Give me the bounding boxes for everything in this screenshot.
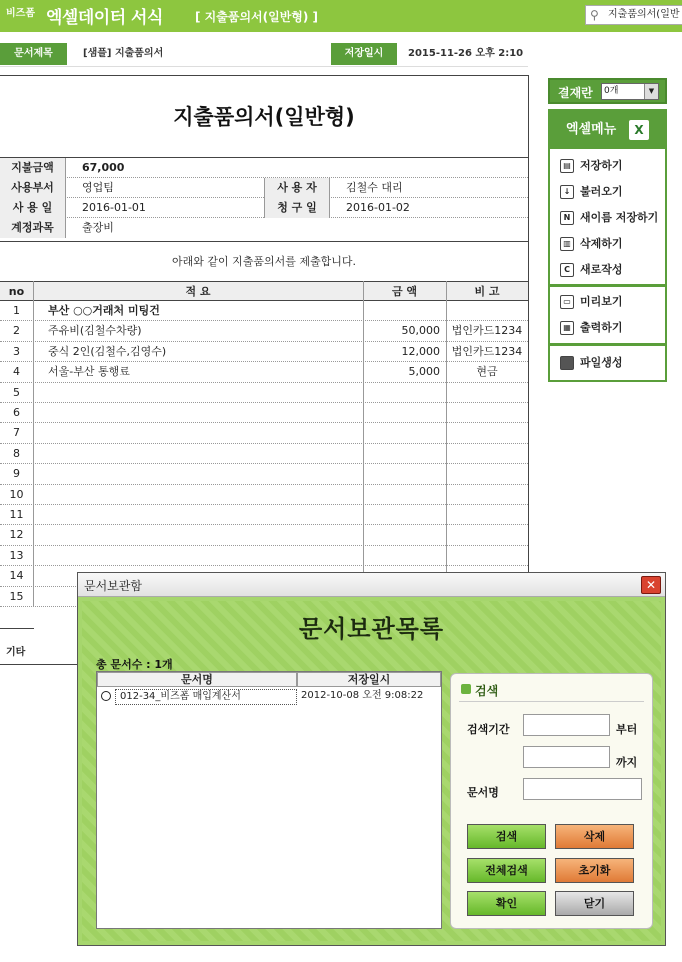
cell-no: 12 bbox=[9, 528, 24, 542]
cell-no: 11 bbox=[9, 508, 24, 521]
approval-label: 결재란 bbox=[558, 86, 593, 100]
divider bbox=[446, 281, 447, 606]
col-desc: 적 요 bbox=[185, 285, 211, 298]
amount-label: 지불금액 bbox=[0, 158, 66, 178]
table-row[interactable] bbox=[0, 525, 528, 545]
cell-desc bbox=[48, 423, 360, 443]
search-panel-title-text: 검색 bbox=[475, 684, 499, 698]
from-label: 부터 bbox=[616, 723, 638, 736]
saved-label: 저장일시 bbox=[331, 43, 397, 65]
doc-title-label: 문서제목 bbox=[0, 43, 67, 65]
cell-no: 7 bbox=[13, 426, 20, 440]
menu-open[interactable] bbox=[554, 179, 661, 205]
menu-preview[interactable] bbox=[554, 289, 661, 315]
table-row[interactable] bbox=[0, 403, 528, 423]
cell-desc bbox=[48, 505, 360, 525]
dialog-body bbox=[82, 601, 661, 941]
cell-amount bbox=[363, 444, 440, 464]
table-row[interactable] bbox=[0, 383, 528, 403]
amount-row bbox=[0, 158, 528, 178]
search-panel bbox=[450, 673, 653, 929]
dialog-title: 문서보관함 bbox=[84, 579, 142, 593]
menu-save-label: 저장하기 bbox=[580, 159, 623, 172]
cell-no: 14 bbox=[9, 569, 24, 583]
excel-menu-panel bbox=[548, 109, 667, 382]
date-row bbox=[0, 198, 528, 218]
brand-logo: 비즈폼 bbox=[6, 8, 35, 19]
list-header-name: 문서명 bbox=[97, 672, 297, 687]
account-row bbox=[0, 218, 528, 238]
table-row[interactable] bbox=[0, 362, 528, 382]
ok-button[interactable]: 확인 bbox=[467, 891, 546, 916]
page-title: 지출품의서(일반형) bbox=[0, 76, 528, 158]
col-no: no bbox=[8, 285, 25, 298]
period-label: 검색기간 bbox=[467, 723, 510, 736]
list-item-date: 2012-10-08 오전 9:08:22 bbox=[301, 690, 424, 701]
radio-button[interactable] bbox=[101, 691, 111, 701]
cell-remark bbox=[446, 525, 528, 545]
doc-name-input[interactable] bbox=[523, 778, 642, 800]
monitor-icon: ▭ bbox=[560, 295, 574, 309]
total-count: 총 문서수 : 1개 bbox=[96, 658, 173, 671]
search-all-button[interactable]: 전체검색 bbox=[467, 858, 546, 883]
submit-note: 아래와 같이 지출품의서를 제출합니다. bbox=[0, 241, 528, 281]
save-icon: ▤ bbox=[560, 159, 574, 173]
list-item-name: 012-34_비즈폼 매입계산서 bbox=[115, 689, 297, 705]
menu-new-label: 새로작성 bbox=[580, 263, 623, 276]
cell-amount: 50,000 bbox=[401, 324, 440, 338]
claim-date-label: 청 구 일 bbox=[264, 198, 330, 218]
cell-desc bbox=[48, 546, 360, 566]
items-table-header bbox=[0, 281, 528, 301]
account-label: 계정과목 bbox=[0, 218, 66, 238]
table-row[interactable] bbox=[0, 464, 528, 484]
cell-no: 4 bbox=[13, 365, 20, 379]
cell-remark bbox=[446, 485, 528, 505]
cell-remark bbox=[446, 546, 528, 566]
menu-divider bbox=[550, 284, 665, 287]
cell-desc: 중식 2인(김철수,김영수) bbox=[48, 344, 167, 358]
col-remark: 비 고 bbox=[474, 285, 500, 298]
bullet-icon bbox=[461, 684, 471, 694]
cell-remark bbox=[446, 505, 528, 525]
use-date-label: 사 용 일 bbox=[0, 198, 66, 218]
dialog-heading: 문서보관목록 bbox=[298, 615, 445, 643]
search-panel-title bbox=[461, 682, 498, 699]
search-input[interactable] bbox=[585, 5, 682, 25]
top-bar bbox=[0, 0, 682, 32]
cell-no: 2 bbox=[13, 324, 20, 338]
cell-desc bbox=[48, 464, 360, 484]
date-to-input[interactable] bbox=[523, 746, 610, 768]
menu-save-as[interactable] bbox=[554, 205, 661, 231]
cell-no: 9 bbox=[13, 467, 20, 481]
dialog-titlebar[interactable] bbox=[78, 573, 665, 597]
dept-label: 사용부서 bbox=[0, 178, 66, 198]
cell-remark bbox=[446, 383, 528, 403]
table-row[interactable] bbox=[0, 505, 528, 525]
approval-value: 0개 bbox=[604, 86, 619, 96]
cell-amount: 12,000 bbox=[401, 344, 440, 358]
cell-remark bbox=[446, 464, 528, 484]
table-row[interactable] bbox=[0, 342, 528, 362]
cell-amount bbox=[363, 423, 440, 443]
search-icon: ⚲ bbox=[590, 8, 599, 22]
user-value[interactable]: 김철수 대리 bbox=[346, 181, 403, 194]
cell-desc bbox=[48, 383, 360, 403]
document-list[interactable] bbox=[96, 671, 442, 929]
menu-delete-label: 삭제하기 bbox=[580, 237, 623, 250]
approval-select[interactable] bbox=[601, 83, 659, 100]
col-amount: 금 액 bbox=[391, 285, 418, 298]
menu-new[interactable] bbox=[554, 257, 661, 283]
cell-amount bbox=[363, 301, 440, 321]
cell-remark bbox=[446, 403, 528, 423]
menu-preview-label: 미리보기 bbox=[580, 295, 623, 308]
date-from-input[interactable] bbox=[523, 714, 610, 736]
saved-value: 2015-11-26 오후 2:10 bbox=[408, 48, 524, 59]
menu-print-label: 출력하기 bbox=[580, 321, 623, 334]
menu-header bbox=[550, 111, 665, 149]
download-icon: ↓ bbox=[560, 185, 574, 199]
excel-icon: X bbox=[629, 120, 649, 140]
document-info-row bbox=[0, 43, 528, 67]
claim-date-value[interactable]: 2016-01-02 bbox=[346, 201, 410, 214]
cell-amount bbox=[363, 464, 440, 484]
table-row[interactable] bbox=[0, 485, 528, 505]
search-button[interactable]: 검색 bbox=[467, 824, 546, 849]
reset-button[interactable]: 초기화 bbox=[555, 858, 634, 883]
cell-amount bbox=[363, 383, 440, 403]
cell-amount bbox=[363, 546, 440, 566]
list-header-date: 저장일시 bbox=[297, 672, 441, 687]
cell-desc bbox=[48, 403, 360, 423]
save-as-icon: N bbox=[560, 211, 574, 225]
dept-value[interactable]: 영업팀 bbox=[82, 181, 114, 194]
menu-save[interactable] bbox=[554, 153, 661, 179]
menu-save-as-label: 새이름 저장하기 bbox=[580, 211, 659, 224]
cell-no: 5 bbox=[13, 385, 20, 399]
list-item[interactable] bbox=[99, 689, 439, 703]
divider bbox=[33, 281, 34, 606]
approval-box bbox=[548, 78, 667, 104]
cell-remark bbox=[446, 423, 528, 443]
amount-value[interactable]: 67,000 bbox=[82, 161, 125, 174]
cell-no: 8 bbox=[13, 446, 20, 460]
use-date-value[interactable]: 2016-01-01 bbox=[82, 201, 146, 214]
cell-desc bbox=[48, 444, 360, 464]
cell-amount bbox=[363, 403, 440, 423]
document-type-title: [ 지출품의서(일반형) ] bbox=[195, 10, 319, 24]
doc-name-label: 문서명 bbox=[467, 786, 499, 799]
chevron-down-icon[interactable]: ▼ bbox=[644, 84, 658, 99]
cell-desc bbox=[48, 485, 360, 505]
etc-label: 기타 bbox=[6, 647, 26, 658]
table-row[interactable] bbox=[0, 423, 528, 443]
new-document-icon: C bbox=[560, 263, 574, 277]
menu-title: 엑셀메뉴 bbox=[566, 122, 617, 137]
cell-remark: 현금 bbox=[476, 365, 498, 379]
divider bbox=[459, 701, 644, 702]
trash-icon: ▥ bbox=[560, 237, 574, 251]
menu-create-file[interactable] bbox=[554, 350, 661, 376]
cell-no: 13 bbox=[9, 548, 24, 562]
cell-no: 1 bbox=[13, 304, 20, 317]
cell-amount bbox=[363, 485, 440, 505]
print-icon: ▦ bbox=[560, 321, 574, 335]
cell-amount bbox=[363, 525, 440, 545]
account-value[interactable]: 출장비 bbox=[82, 221, 114, 234]
cell-no: 10 bbox=[9, 487, 24, 501]
menu-print[interactable] bbox=[554, 315, 661, 341]
cell-remark: 법인카드1234 bbox=[451, 344, 523, 358]
doc-title-value: [샘플] 지출품의서 bbox=[83, 48, 164, 59]
cell-no: 6 bbox=[13, 406, 20, 419]
cell-remark bbox=[446, 444, 528, 464]
table-row[interactable] bbox=[0, 444, 528, 464]
delete-button[interactable]: 삭제 bbox=[555, 824, 634, 849]
cell-desc bbox=[48, 525, 360, 545]
app-title: 엑셀데이터 서식 bbox=[46, 8, 163, 28]
table-row[interactable] bbox=[0, 301, 528, 321]
to-label: 까지 bbox=[616, 756, 638, 769]
cell-no: 15 bbox=[9, 589, 24, 603]
close-button[interactable]: 닫기 bbox=[555, 891, 634, 916]
cell-desc: 주유비(김철수차량) bbox=[48, 324, 142, 338]
menu-create-file-label: 파일생성 bbox=[580, 356, 623, 369]
divider bbox=[363, 281, 364, 606]
search-text: 지출품의서(일반 bbox=[608, 9, 680, 20]
cell-remark: 법인카드1234 bbox=[451, 324, 523, 338]
table-row[interactable] bbox=[0, 546, 528, 566]
menu-divider bbox=[550, 343, 665, 346]
dept-row bbox=[0, 178, 528, 198]
cell-no: 3 bbox=[13, 344, 20, 358]
user-label: 사 용 자 bbox=[264, 178, 330, 198]
folder-icon bbox=[560, 356, 574, 370]
cell-amount bbox=[363, 505, 440, 525]
cell-remark bbox=[446, 301, 528, 321]
menu-delete[interactable] bbox=[554, 231, 661, 257]
close-icon[interactable]: ✕ bbox=[641, 576, 661, 594]
table-row[interactable] bbox=[0, 321, 528, 341]
cell-desc: 부산 ○○거래처 미팅건 bbox=[48, 304, 160, 317]
archive-dialog bbox=[77, 572, 666, 946]
menu-open-label: 불러오기 bbox=[580, 185, 623, 198]
cell-amount: 5,000 bbox=[408, 365, 440, 379]
cell-desc: 서울-부산 통행료 bbox=[48, 365, 130, 379]
